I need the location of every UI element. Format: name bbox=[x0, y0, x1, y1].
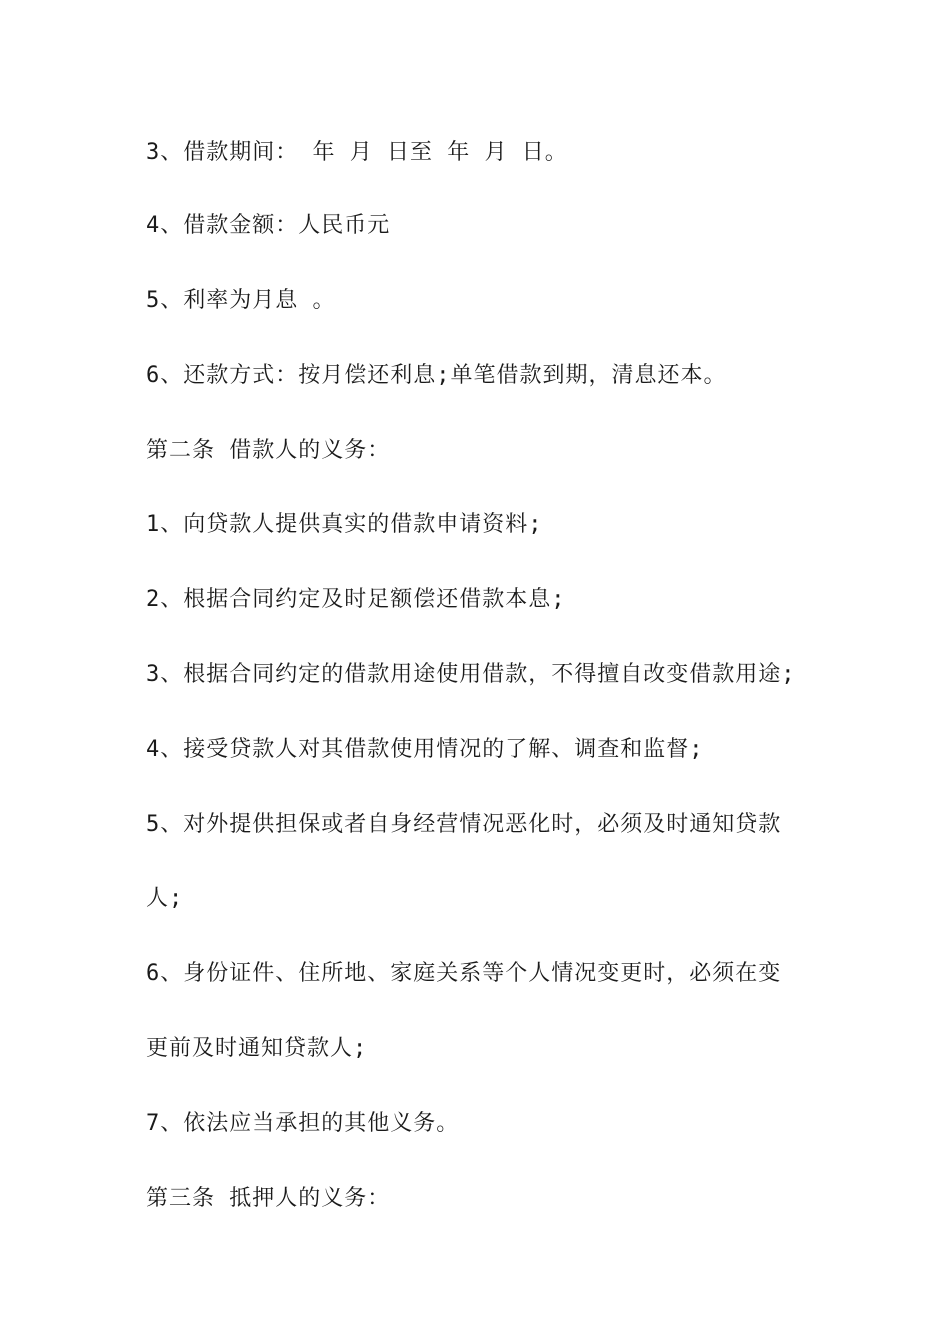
clause-line: 3、根据合同约定的借款用途使用借款，不得擅自改变借款用途; bbox=[146, 662, 796, 687]
section-heading: 第二条 借款人的义务： bbox=[146, 438, 391, 463]
clause-line: 1、向贷款人提供真实的借款申请资料; bbox=[146, 512, 543, 537]
clause-line: 7、依法应当承担的其他义务。 bbox=[146, 1111, 460, 1136]
clause-line: 2、根据合同约定及时足额偿还借款本息; bbox=[146, 587, 566, 612]
clause-line: 3、借款期间： 年 月 日至 年 月 日。 bbox=[146, 140, 568, 165]
clause-line: 5、利率为月息 。 bbox=[146, 288, 336, 313]
clause-line-continuation: 人; bbox=[146, 886, 184, 911]
section-heading: 第三条 抵押人的义务： bbox=[146, 1186, 391, 1211]
clause-line: 4、接受贷款人对其借款使用情况的了解、调查和监督; bbox=[146, 737, 704, 762]
clause-line: 4、借款金额：人民币元 bbox=[146, 213, 391, 238]
clause-line: 6、还款方式：按月偿还利息;单笔借款到期，清息还本。 bbox=[146, 363, 727, 388]
clause-line: 5、对外提供担保或者自身经营情况恶化时，必须及时通知贷款 bbox=[146, 812, 782, 837]
clause-line-continuation: 更前及时通知贷款人; bbox=[146, 1036, 368, 1061]
clause-line: 6、身份证件、住所地、家庭关系等个人情况变更时，必须在变 bbox=[146, 961, 782, 986]
